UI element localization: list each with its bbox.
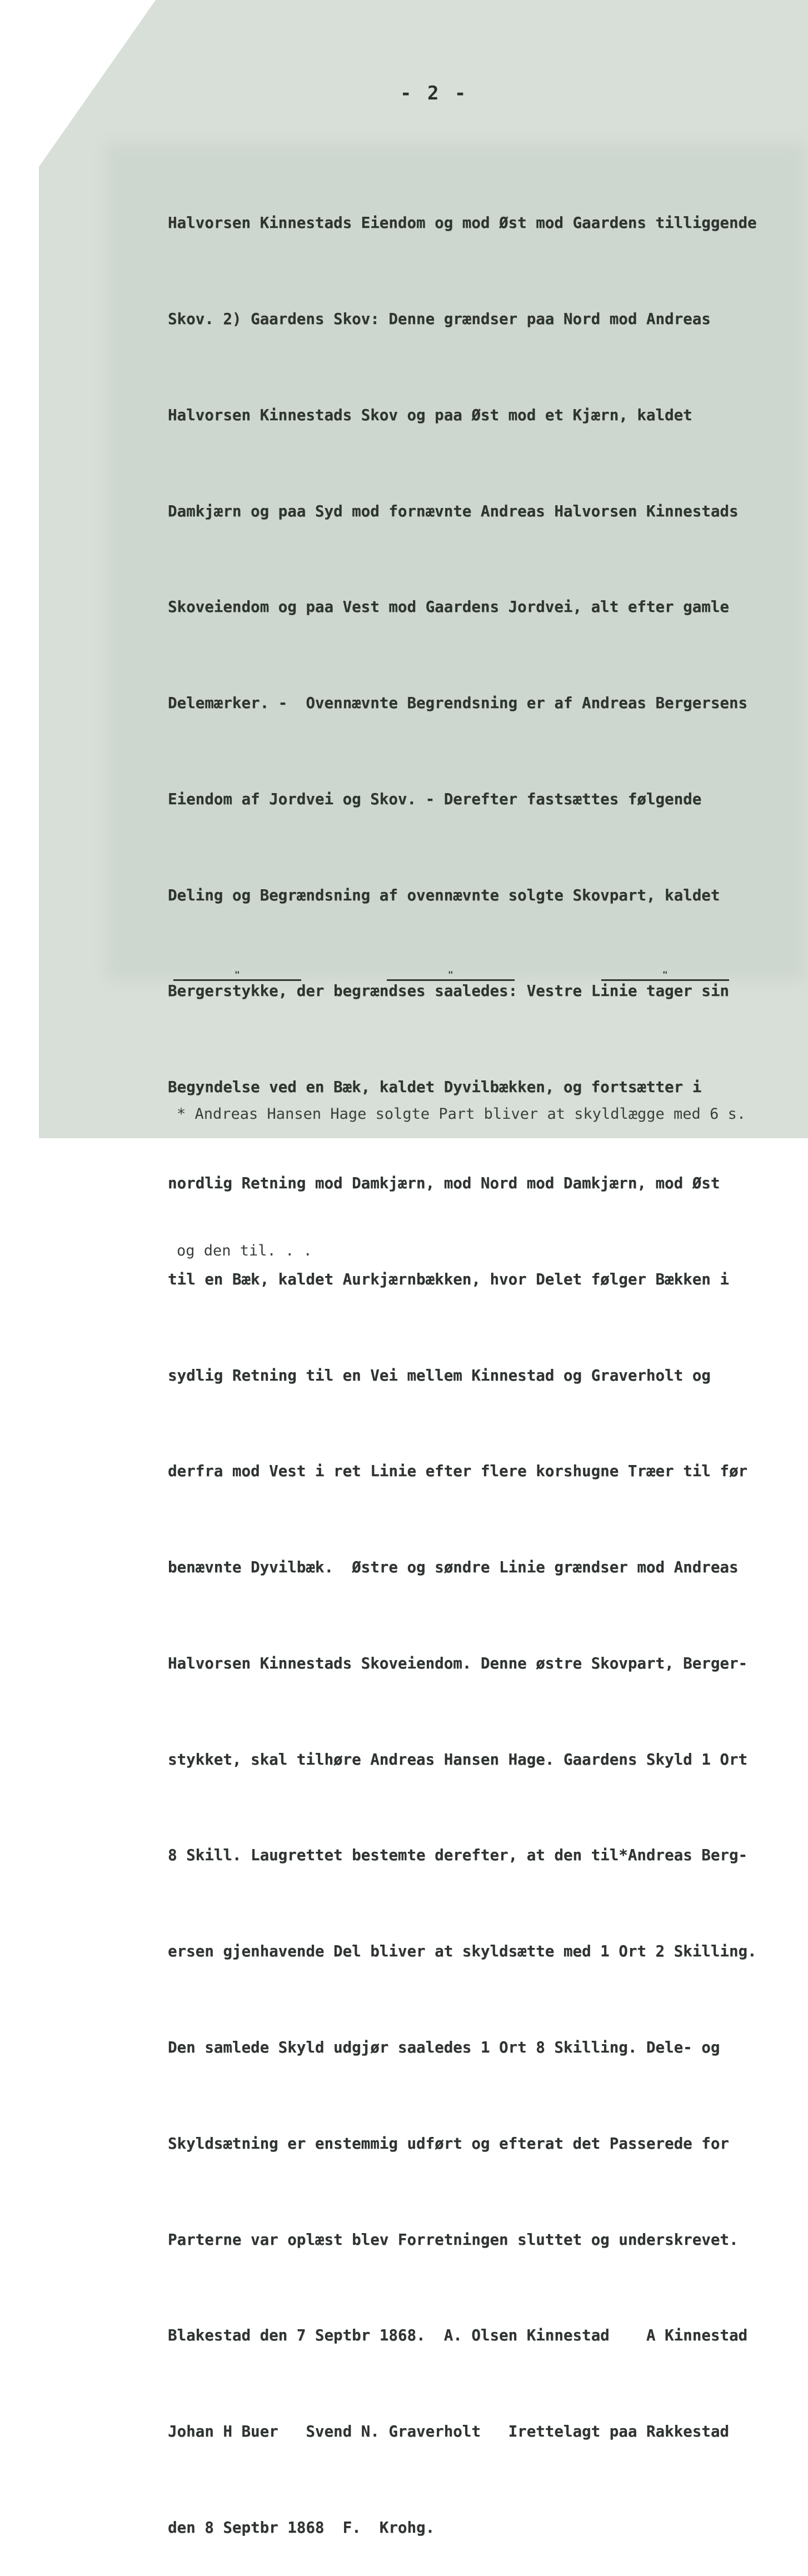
footnote-line: * Andreas Hansen Hage solgte Part bliver at skyldlægge med 6 s. [177,1105,746,1123]
text-line: Eiendom af Jordvei og Skov. - Derefter fastsættes følgende [168,790,702,808]
text-line: Den samlede Skyld udgjør saaledes 1 Ort 8 Skilling. Dele- og [168,2039,720,2057]
page-number: - 2 - [400,82,468,104]
text-line: Parterne var oplæst blev Forretningen sluttet og underskrevet. [168,2230,739,2249]
text-line: benævnte Dyvilbæk. Østre og søndre Linie grændser mod Andreas [168,1558,739,1577]
text-line: Deling og Begrændsning af ovennævnte solgte Skovpart, kaldet [168,886,720,904]
text-line: Skov. 2) Gaardens Skov: Denne grændser paa Nord mod Andreas [168,310,711,328]
ditto-mark: " [662,969,668,980]
text-line: derfra mod Vest i ret Linie efter flere korshugne Træer til før [168,1462,748,1481]
text-line: sydlig Retning til en Vei mellem Kinnestad og Graverholt og [168,1366,711,1384]
text-line: den 8 Septbr 1868 F. Krohg. [168,2518,435,2537]
text-line: Halvorsen Kinnestads Skoveiendom. Denne østre Skovpart, Berger- [168,1654,748,1672]
ditto-mark: " [448,969,453,980]
ditto-mark: " [235,969,240,980]
text-line: Bergerstykke, der begrændses saaledes: Vestre Linie tager sin [168,982,729,1000]
text-line: Halvorsen Kinnestads Eiendom og mod Øst mod Gaardens tilliggende [168,214,757,232]
text-line: Blakestad den 7 Septbr 1868. A. Olsen Kinnestad A Kinnestad [168,2326,748,2345]
document-body [168,143,807,2576]
text-line: til en Bæk, kaldet Aurkjærnbækken, hvor Delet følger Bækken i [168,1270,729,1288]
text-line: nordlig Retning mod Damkjærn, mod Nord mod Damkjærn, mod Øst [168,1174,720,1192]
text-line: Skoveiendom og paa Vest mod Gaardens Jordvei, alt efter gamle [168,598,729,616]
text-line: Begyndelse ved en Bæk, kaldet Dyvilbækken, og fortsætter i [168,1078,702,1097]
text-line: Skyldsætning er enstemmig udført og efterat det Passerede for [168,2134,729,2153]
footnote [177,1000,805,1319]
text-line: Halvorsen Kinnestads Skov og paa Øst mod et Kjærn, kaldet [168,406,692,424]
text-line: Delemærker. - Ovennævnte Begrendsning er af Andreas Bergersens [168,694,748,712]
text-line: Damkjærn og paa Syd mod fornævnte Andreas Halvorsen Kinnestads [168,502,739,520]
footnote-line: og den til. . . [177,1242,312,1259]
text-line: ersen gjenhavende Del bliver at skyldsætte med 1 Ort 2 Skilling. [168,1942,757,1961]
text-line: 8 Skill. Laugrettet bestemte derefter, at den til*Andreas Berg- [168,1846,748,1865]
text-line: Johan H Buer Svend N. Graverholt Irettelagt paa Rakkestad [168,2423,729,2441]
text-line: stykket, skal tilhøre Andreas Hansen Hage. Gaardens Skyld 1 Ort [168,1750,748,1768]
